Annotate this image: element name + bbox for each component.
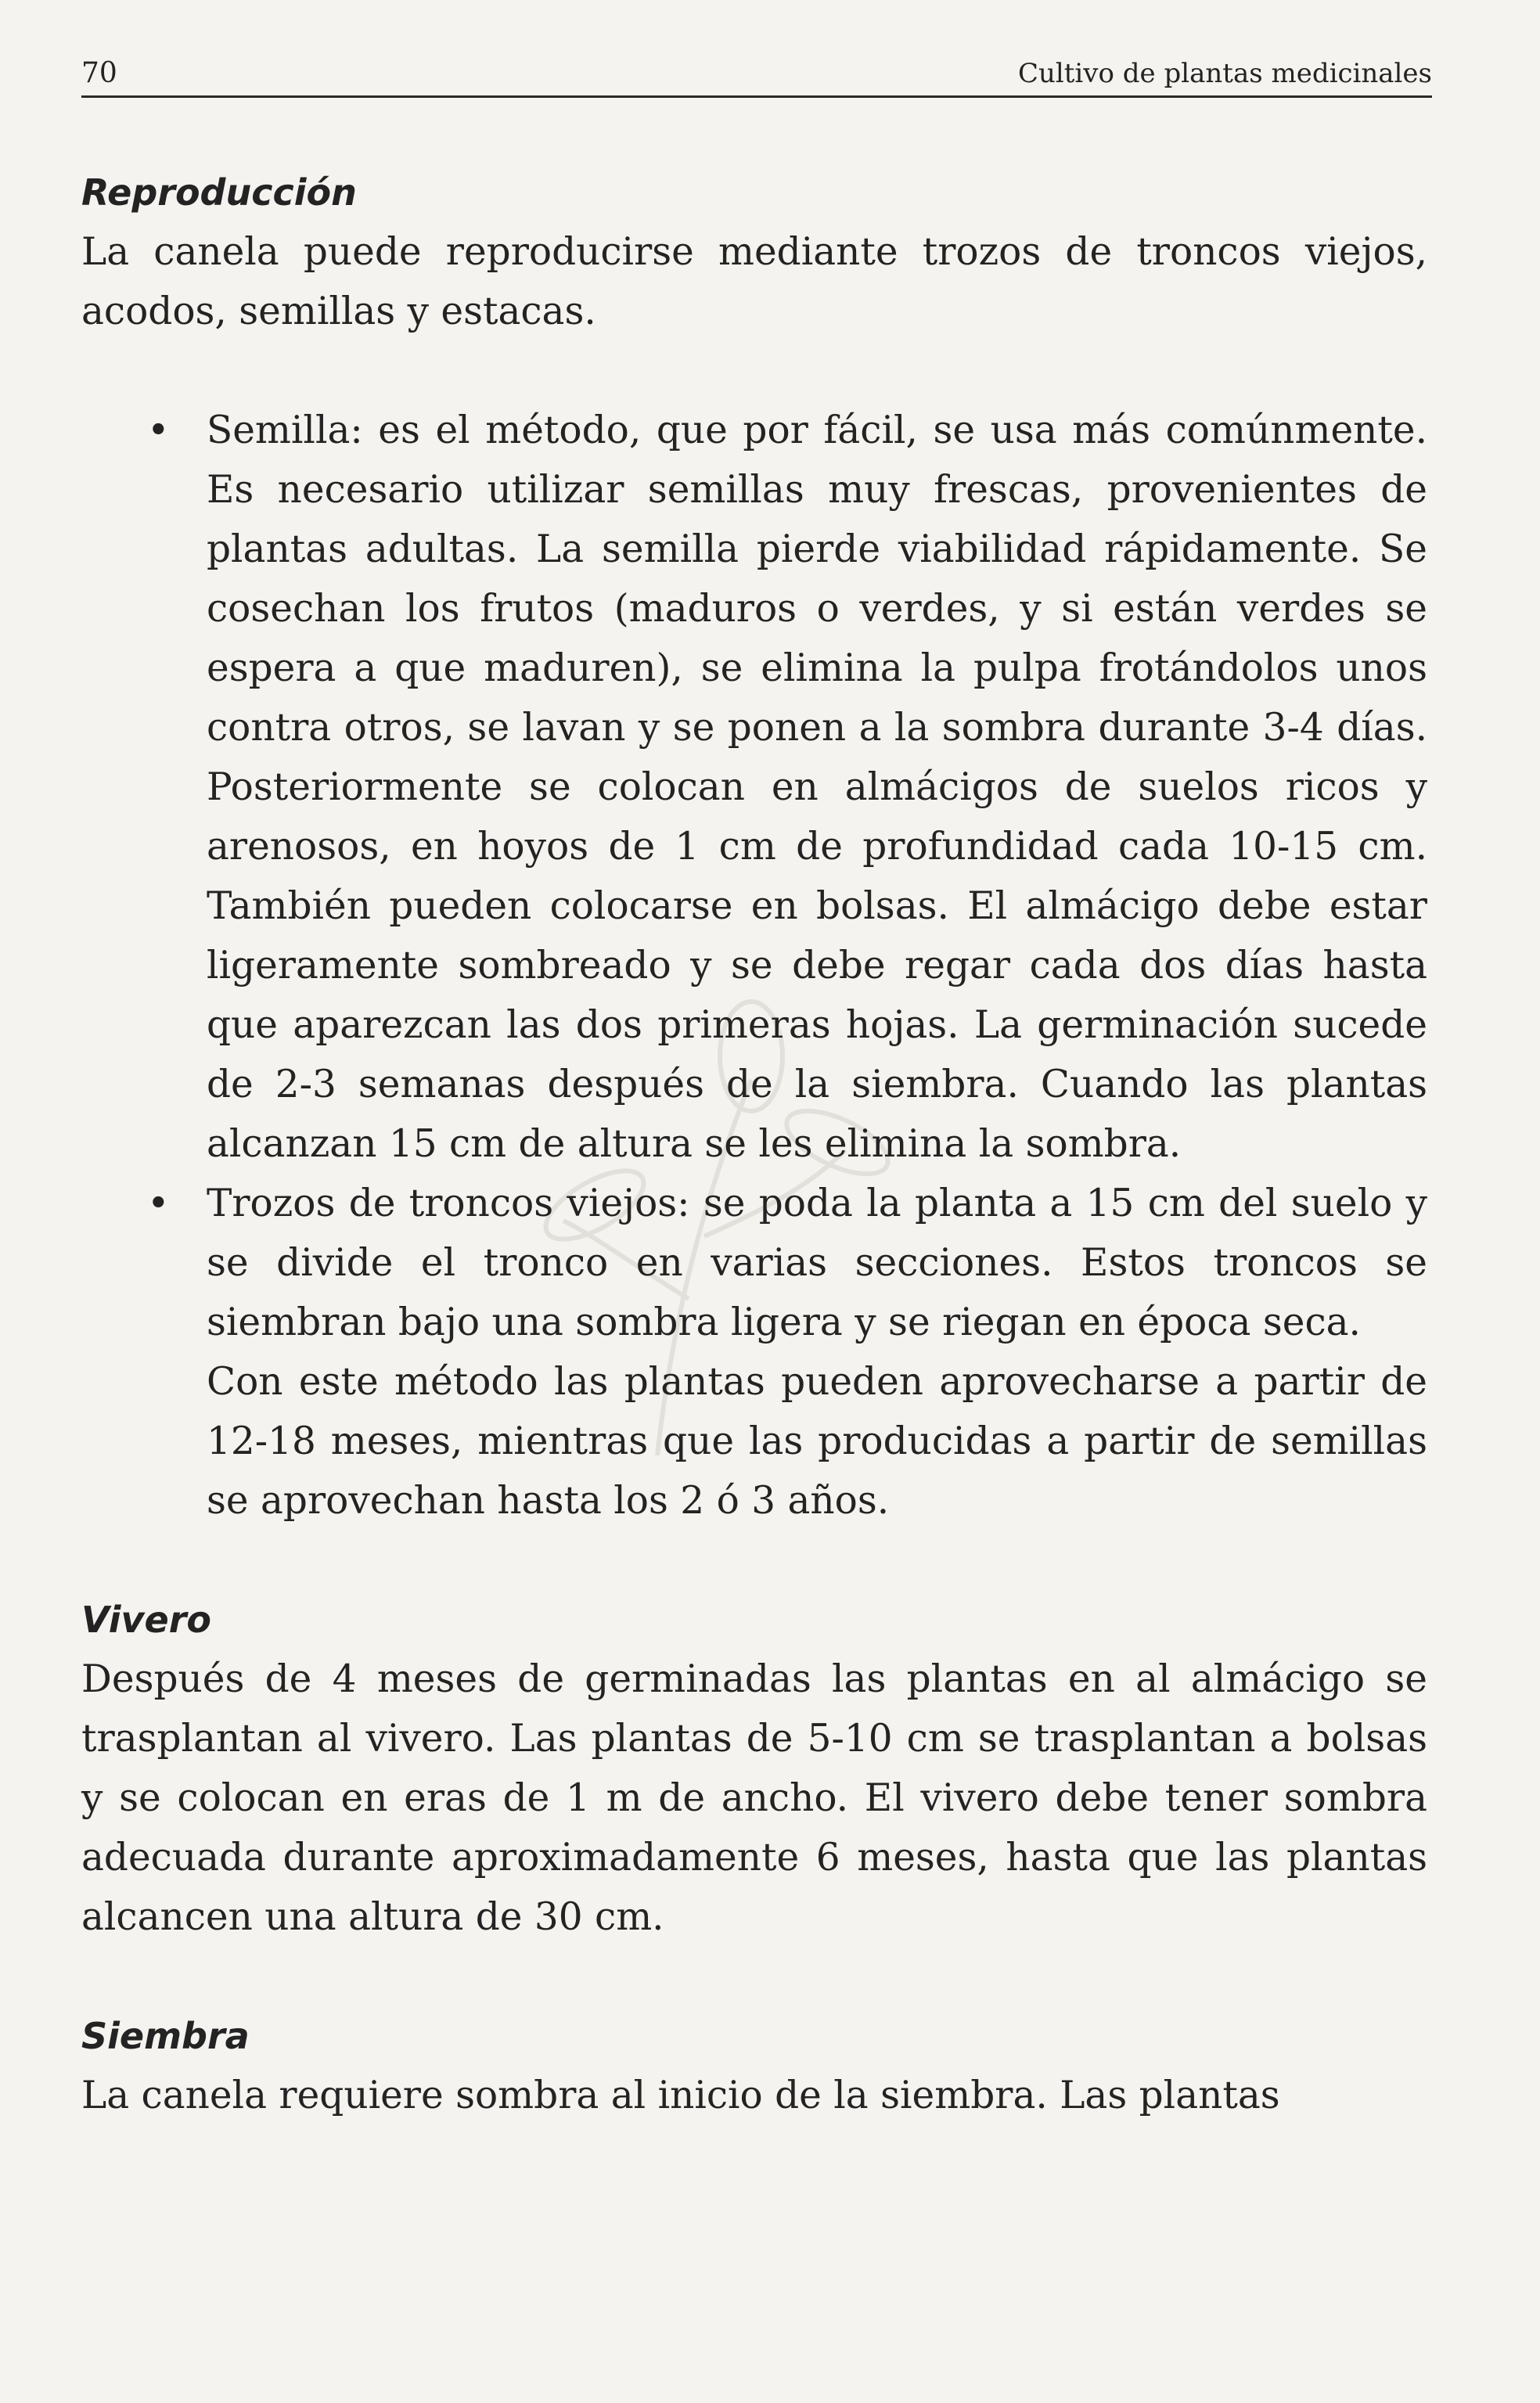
list-item-text: Trozos de troncos viejos: se poda la planta a 15 cm del suelo y se divide el tronco en varias secciones. Estos troncos se siembran bajo una sombra ligera y se riegan en época seca. xyxy=(207,1182,1427,1344)
reproduccion-continuation: Con este método las plantas pueden aprovecharse a partir de 12-18 meses, mientras que las producidas a partir de semillas se aprovechan hasta los 2 ó 3 años. xyxy=(207,1360,1427,1523)
bullet-icon: • xyxy=(147,408,170,452)
siembra-body: La canela requiere sombra al inicio de la siembra. Las plantas xyxy=(81,2074,1280,2117)
spacer xyxy=(81,1531,1427,1590)
reproduccion-intro: La canela puede reproducirse mediante trozos de troncos viejos, acodos, semillas y estacas. xyxy=(81,230,1427,333)
heading-vivero: Vivero xyxy=(81,1599,212,1641)
body-text xyxy=(81,163,1427,2125)
list-item-text: Semilla: es el método, que por fácil, se usa más comúnmente. Es necesario utilizar semillas muy frescas, provenientes de plantas adultas. La semilla pierde viabilidad rápidamente. Se cosechan los frutos (maduros o verdes, y si están verdes se espera a que maduren), se elimina la pulpa frotándolos unos contra otros, se lavan y se ponen a la sombra durante 3-4 días. Posteriormente se colocan en almácigos de suelos ricos y arenosos, en hoyos de 1 cm de profundidad cada 10-15 cm. También pueden colocarse en bolsas. El almácigo debe estar ligeramente sombreado y se debe regar cada dos días hasta que aparezcan las dos primeras hojas. La germinación sucede de 2-3 semanas después de la siembra. Cuando las plantas alcanzan 15 cm de altura se les elimina la sombra. xyxy=(207,408,1427,1166)
page-number: 70 xyxy=(81,57,117,89)
bullet-icon: • xyxy=(147,1182,170,1225)
running-title: Cultivo de plantas medicinales xyxy=(1017,58,1432,89)
list-item-semilla xyxy=(81,401,1427,1174)
reproduction-methods-list xyxy=(81,401,1427,1352)
running-header xyxy=(81,56,1432,98)
spacer xyxy=(81,1947,1427,2006)
heading-siembra: Siembra xyxy=(81,2015,250,2057)
list-item-troncos xyxy=(81,1174,1427,1352)
spacer xyxy=(81,341,1427,401)
heading-reproduccion: Reproducción xyxy=(81,171,357,214)
vivero-body: Después de 4 meses de germinadas las plantas en al almácigo se trasplantan al vivero. Las plantas de 5-10 cm se trasplantan a bolsas y se colocan en eras de 1 m de ancho. El vivero debe tener sombra adecuada durante aproximadamente 6 meses, hasta que las plantas alcancen una altura de 30 cm. xyxy=(81,1657,1427,1939)
